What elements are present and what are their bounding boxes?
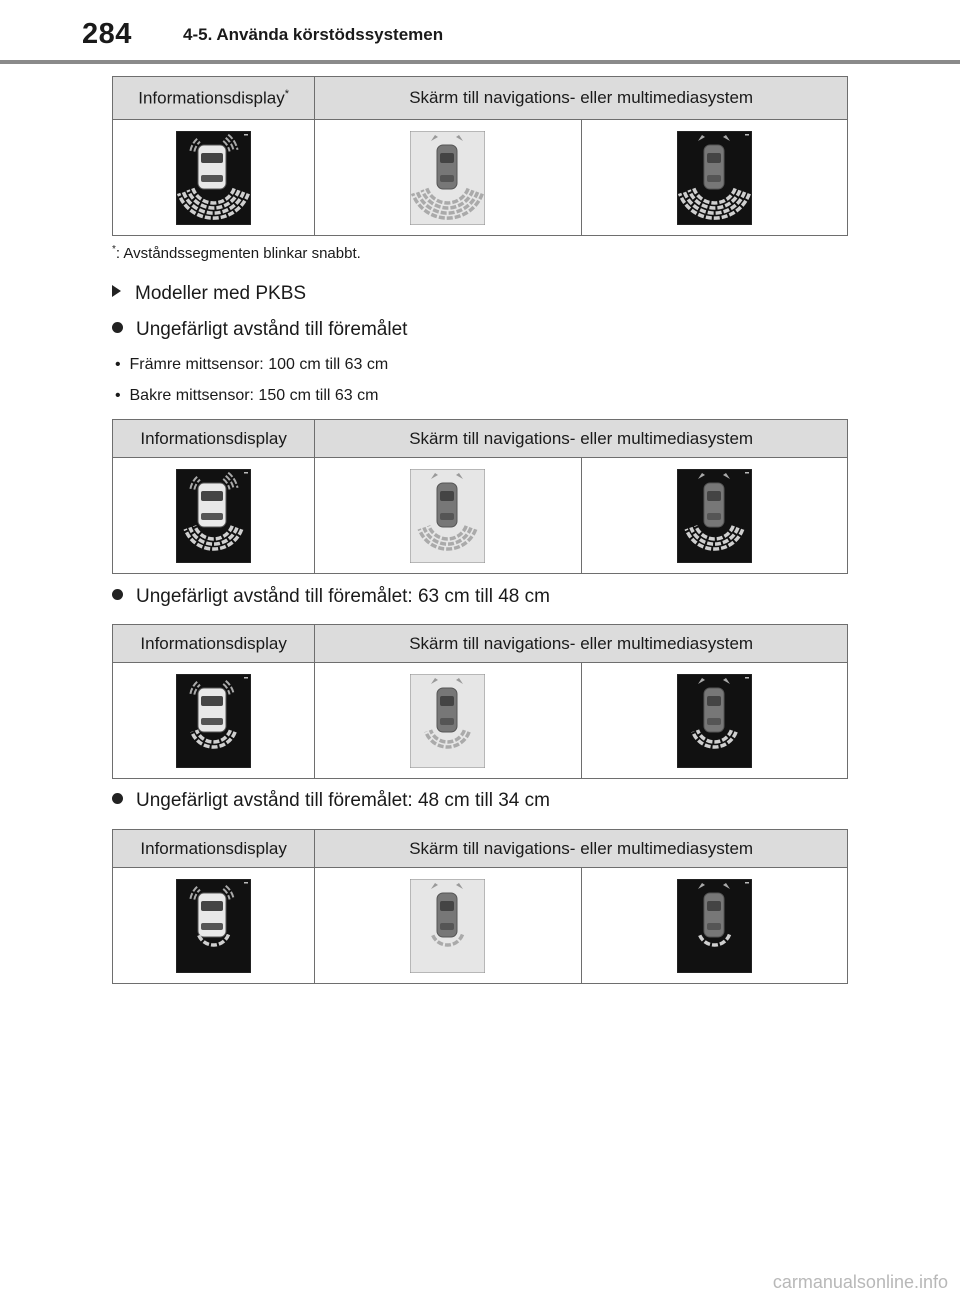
watermark: carmanualsonline.info (772, 1272, 948, 1292)
table-header-navigation-screen: Skärm till navigations- eller multimediasystem (315, 625, 848, 663)
info-display-screen-image (176, 674, 251, 768)
navigation-screen-image (410, 879, 485, 973)
table-header-information-display: Informationsdisplay* (113, 77, 315, 120)
multimedia-screen-image (677, 469, 752, 563)
list-item: • Bakre mittsensor: 150 cm till 63 cm (115, 387, 379, 404)
display-table-3 (112, 624, 848, 779)
navigation-screen-image (410, 131, 485, 225)
heading-distance-1: Ungefärligt avstånd till föremålet (112, 319, 407, 341)
multimedia-screen-image (677, 674, 752, 768)
footnote: *: Avståndssegmenten blinkar snabbt. (112, 244, 361, 262)
footnote-mark: * (284, 87, 289, 100)
table-header-navigation-screen: Skärm till navigations- eller multimediasystem (315, 420, 848, 458)
page-number: 284 (82, 18, 132, 50)
circle-bullet-icon (112, 589, 123, 600)
info-display-screen-image (176, 131, 251, 225)
multimedia-screen-image (677, 131, 752, 225)
circle-bullet-icon (112, 793, 123, 804)
navigation-screen-image (410, 469, 485, 563)
display-table-1 (112, 76, 848, 236)
list-item: • Främre mittsensor: 100 cm till 63 cm (115, 356, 389, 373)
table-header-navigation-screen: Skärm till navigations- eller multimediasystem (315, 77, 848, 120)
circle-bullet-icon (112, 322, 123, 333)
section-title: 4-5. Använda körstödssystemen (183, 25, 444, 44)
info-display-screen-image (176, 879, 251, 973)
navigation-screen-image (410, 674, 485, 768)
multimedia-screen-image (677, 879, 752, 973)
display-table-4 (112, 829, 848, 984)
info-display-screen-image (176, 469, 251, 563)
table-header-information-display: Informationsdisplay (113, 625, 315, 663)
table-header-information-display: Informationsdisplay (113, 830, 315, 868)
table-header-information-display: Informationsdisplay (113, 420, 315, 458)
triangle-bullet-icon (112, 285, 121, 297)
heading-distance-2: Ungefärligt avstånd till föremålet: 63 cm till 48 cm (112, 586, 550, 608)
table-header-navigation-screen: Skärm till navigations- eller multimediasystem (315, 830, 848, 868)
heading-distance-3: Ungefärligt avstånd till föremålet: 48 cm till 34 cm (112, 790, 550, 812)
heading-models-pkbs: Modeller med PKBS (112, 283, 306, 305)
display-table-2 (112, 419, 848, 574)
header-rule (0, 60, 960, 64)
